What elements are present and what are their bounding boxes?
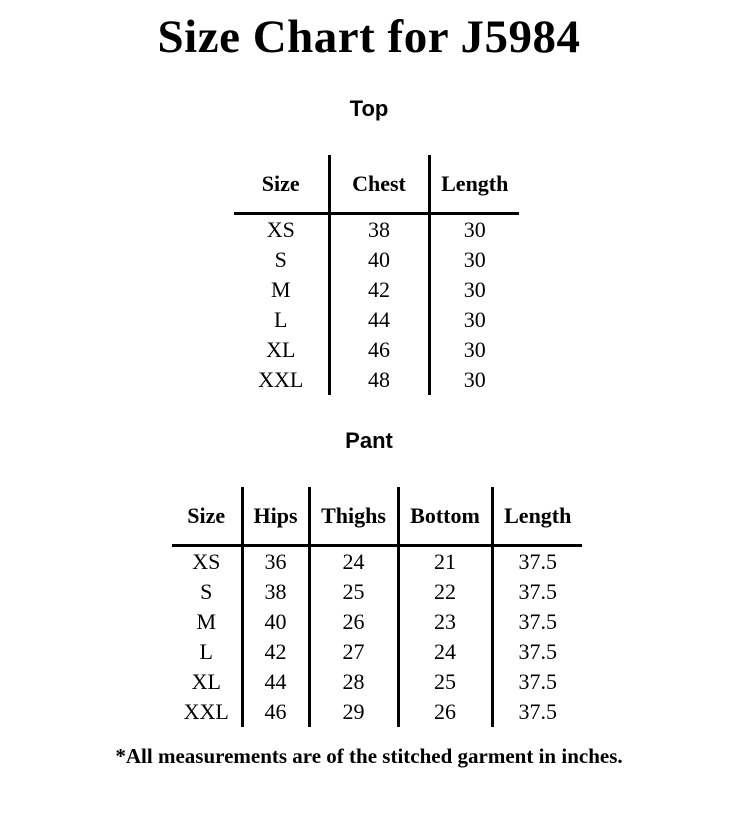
hips-cell: 40: [242, 607, 309, 637]
length-cell: 37.5: [518, 669, 557, 694]
size-cell: XS: [234, 214, 329, 246]
top-section-heading: Top: [349, 96, 389, 121]
bottom-cell: 23: [398, 607, 492, 637]
table-row: [234, 335, 519, 365]
size-cell: M: [234, 275, 329, 305]
thighs-cell: 29: [309, 697, 398, 727]
size-cell: XS: [172, 546, 242, 578]
table-row: [172, 667, 582, 697]
table-row: [234, 214, 519, 246]
measurement-footnote: *All measurements are of the stitched garment in inches.: [115, 744, 623, 768]
chest-cell: 46: [329, 335, 429, 365]
table-row: [234, 305, 519, 335]
top-col-length: Length: [429, 155, 519, 214]
thighs-cell: 25: [309, 577, 398, 607]
pant-col-hips: Hips: [242, 487, 309, 546]
size-cell: XL: [172, 667, 242, 697]
bottom-cell: 21: [398, 546, 492, 578]
chest-cell: 40: [329, 245, 429, 275]
pant-col-bottom: Bottom: [398, 487, 492, 546]
top-col-chest: Chest: [329, 155, 429, 214]
thighs-cell: 27: [309, 637, 398, 667]
pant-col-thighs: Thighs: [309, 487, 398, 546]
table-row: [172, 637, 582, 667]
bottom-cell: 25: [398, 667, 492, 697]
hips-cell: 46: [242, 697, 309, 727]
bottom-cell: 26: [398, 697, 492, 727]
table-row: [172, 577, 582, 607]
top-size-table: [234, 155, 519, 395]
table-row: [234, 275, 519, 305]
length-cell: 30: [463, 337, 486, 362]
size-cell: S: [234, 245, 329, 275]
pant-size-table: [172, 487, 582, 727]
thighs-cell: 24: [309, 546, 398, 578]
pant-col-size: Size: [172, 487, 242, 546]
size-cell: L: [172, 637, 242, 667]
length-cell: 30: [463, 217, 486, 242]
pant-col-length: Length: [492, 487, 582, 546]
hips-cell: 36: [242, 546, 309, 578]
size-cell: S: [172, 577, 242, 607]
table-row: [172, 546, 582, 578]
length-cell: 37.5: [518, 699, 557, 724]
top-header-row: [234, 155, 519, 214]
table-row: [234, 245, 519, 275]
length-cell: 30: [463, 277, 486, 302]
size-cell: M: [172, 607, 242, 637]
top-col-size: Size: [234, 155, 329, 214]
hips-cell: 42: [242, 637, 309, 667]
length-cell: 37.5: [518, 579, 557, 604]
hips-cell: 38: [242, 577, 309, 607]
chest-cell: 48: [329, 365, 429, 395]
pant-header-row: [172, 487, 582, 546]
pant-section-heading: Pant: [345, 428, 393, 453]
chest-cell: 44: [329, 305, 429, 335]
length-cell: 30: [463, 307, 486, 332]
hips-cell: 44: [242, 667, 309, 697]
length-cell: 37.5: [518, 609, 557, 634]
length-cell: 30: [463, 367, 486, 392]
table-row: [172, 607, 582, 637]
size-cell: L: [234, 305, 329, 335]
thighs-cell: 28: [309, 667, 398, 697]
thighs-cell: 26: [309, 607, 398, 637]
bottom-cell: 22: [398, 577, 492, 607]
bottom-cell: 24: [398, 637, 492, 667]
chest-cell: 38: [329, 214, 429, 246]
size-cell: XL: [234, 335, 329, 365]
size-cell: XXL: [172, 697, 242, 727]
length-cell: 37.5: [518, 639, 557, 664]
table-row: [234, 365, 519, 395]
page-title: Size Chart for J5984: [157, 11, 581, 63]
table-row: [172, 697, 582, 727]
length-cell: 30: [463, 247, 486, 272]
length-cell: 37.5: [518, 549, 557, 574]
size-cell: XXL: [234, 365, 329, 395]
chest-cell: 42: [329, 275, 429, 305]
